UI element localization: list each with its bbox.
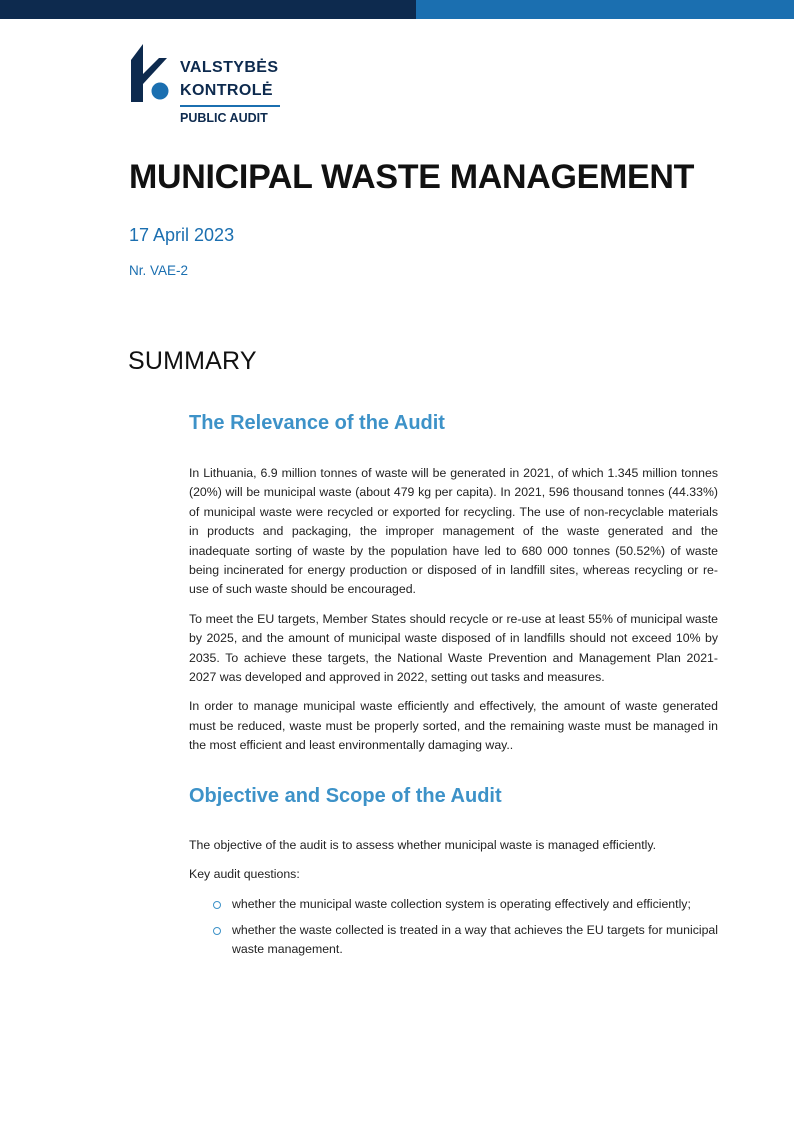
relevance-heading: The Relevance of the Audit: [189, 412, 445, 434]
relevance-paragraph: In Lithuania, 6.9 million tonnes of waste will be generated in 2021, of which 1.345 million tonnes (20%) will be municipal waste (about 479 kg per capita). In 2021, 596 thousand tonnes (44.33%) of municipal waste were recycled or exported for recycling. The use of non-recyclable materials in products and packaging, the improper management of the waste generated and the inadequate sorting of waste by the population have led to 680 000 tonnes (50.52%) of waste being incinerated for energy production or disposed of in landfill sites, whereas recycling or re-use of such waste should be encouraged.: [189, 466, 718, 597]
logo: [131, 44, 291, 128]
objective-heading: Objective and Scope of the Audit: [189, 784, 502, 807]
relevance-paragraph: To meet the EU targets, Member States should recycle or re-use at least 55% of municipal waste by 2025, and the amount of municipal waste disposed of in landfills should not exceed 10% by 2035. To achieve these targets, the National Waste Prevention and Management Plan 2021-2027 was developed and approved in 2022, setting out tasks and measures.: [189, 611, 718, 685]
relevance-paragraph: In order to manage municipal waste efficiently and effectively, the amount of waste generated must be reduced, waste must be properly sorted, and the remaining waste must be managed in the most efficient and least environmentally damaging way..: [189, 699, 718, 753]
summary-content: [189, 409, 718, 967]
top-bar-dark-segment: [0, 0, 416, 19]
list-item: [189, 921, 718, 960]
questions-label: Key audit questions:: [189, 867, 300, 882]
document-date: 17 April 2023: [129, 225, 235, 245]
vk-mark-icon: [131, 44, 179, 104]
objective-intro: The objective of the audit is to assess whether municipal waste is managed efficiently.: [189, 837, 657, 852]
top-bar-light-segment: [416, 0, 794, 19]
circle-bullet-icon: [213, 927, 221, 935]
document-title: MUNICIPAL WASTE MANAGEMENT: [129, 158, 695, 196]
list-item: [189, 895, 718, 914]
top-color-bar: [0, 0, 794, 19]
document-number: Nr. VAE-2: [129, 263, 189, 278]
circle-bullet-icon: [213, 901, 221, 909]
logo-divider: [180, 105, 280, 107]
audit-questions-list: [189, 895, 718, 960]
list-item-text: whether the waste collected is treated in a way that achieves the EU targets for municipal waste management.: [232, 922, 718, 957]
section-title: SUMMARY: [128, 347, 257, 375]
list-item-text: whether the municipal waste collection system is operating effectively and efficiently;: [232, 896, 691, 911]
logo-text-line2: KONTROLĖ: [180, 82, 273, 99]
logo-subtitle: PUBLIC AUDIT: [180, 111, 268, 125]
logo-text-line1: VALSTYBĖS: [180, 59, 279, 76]
